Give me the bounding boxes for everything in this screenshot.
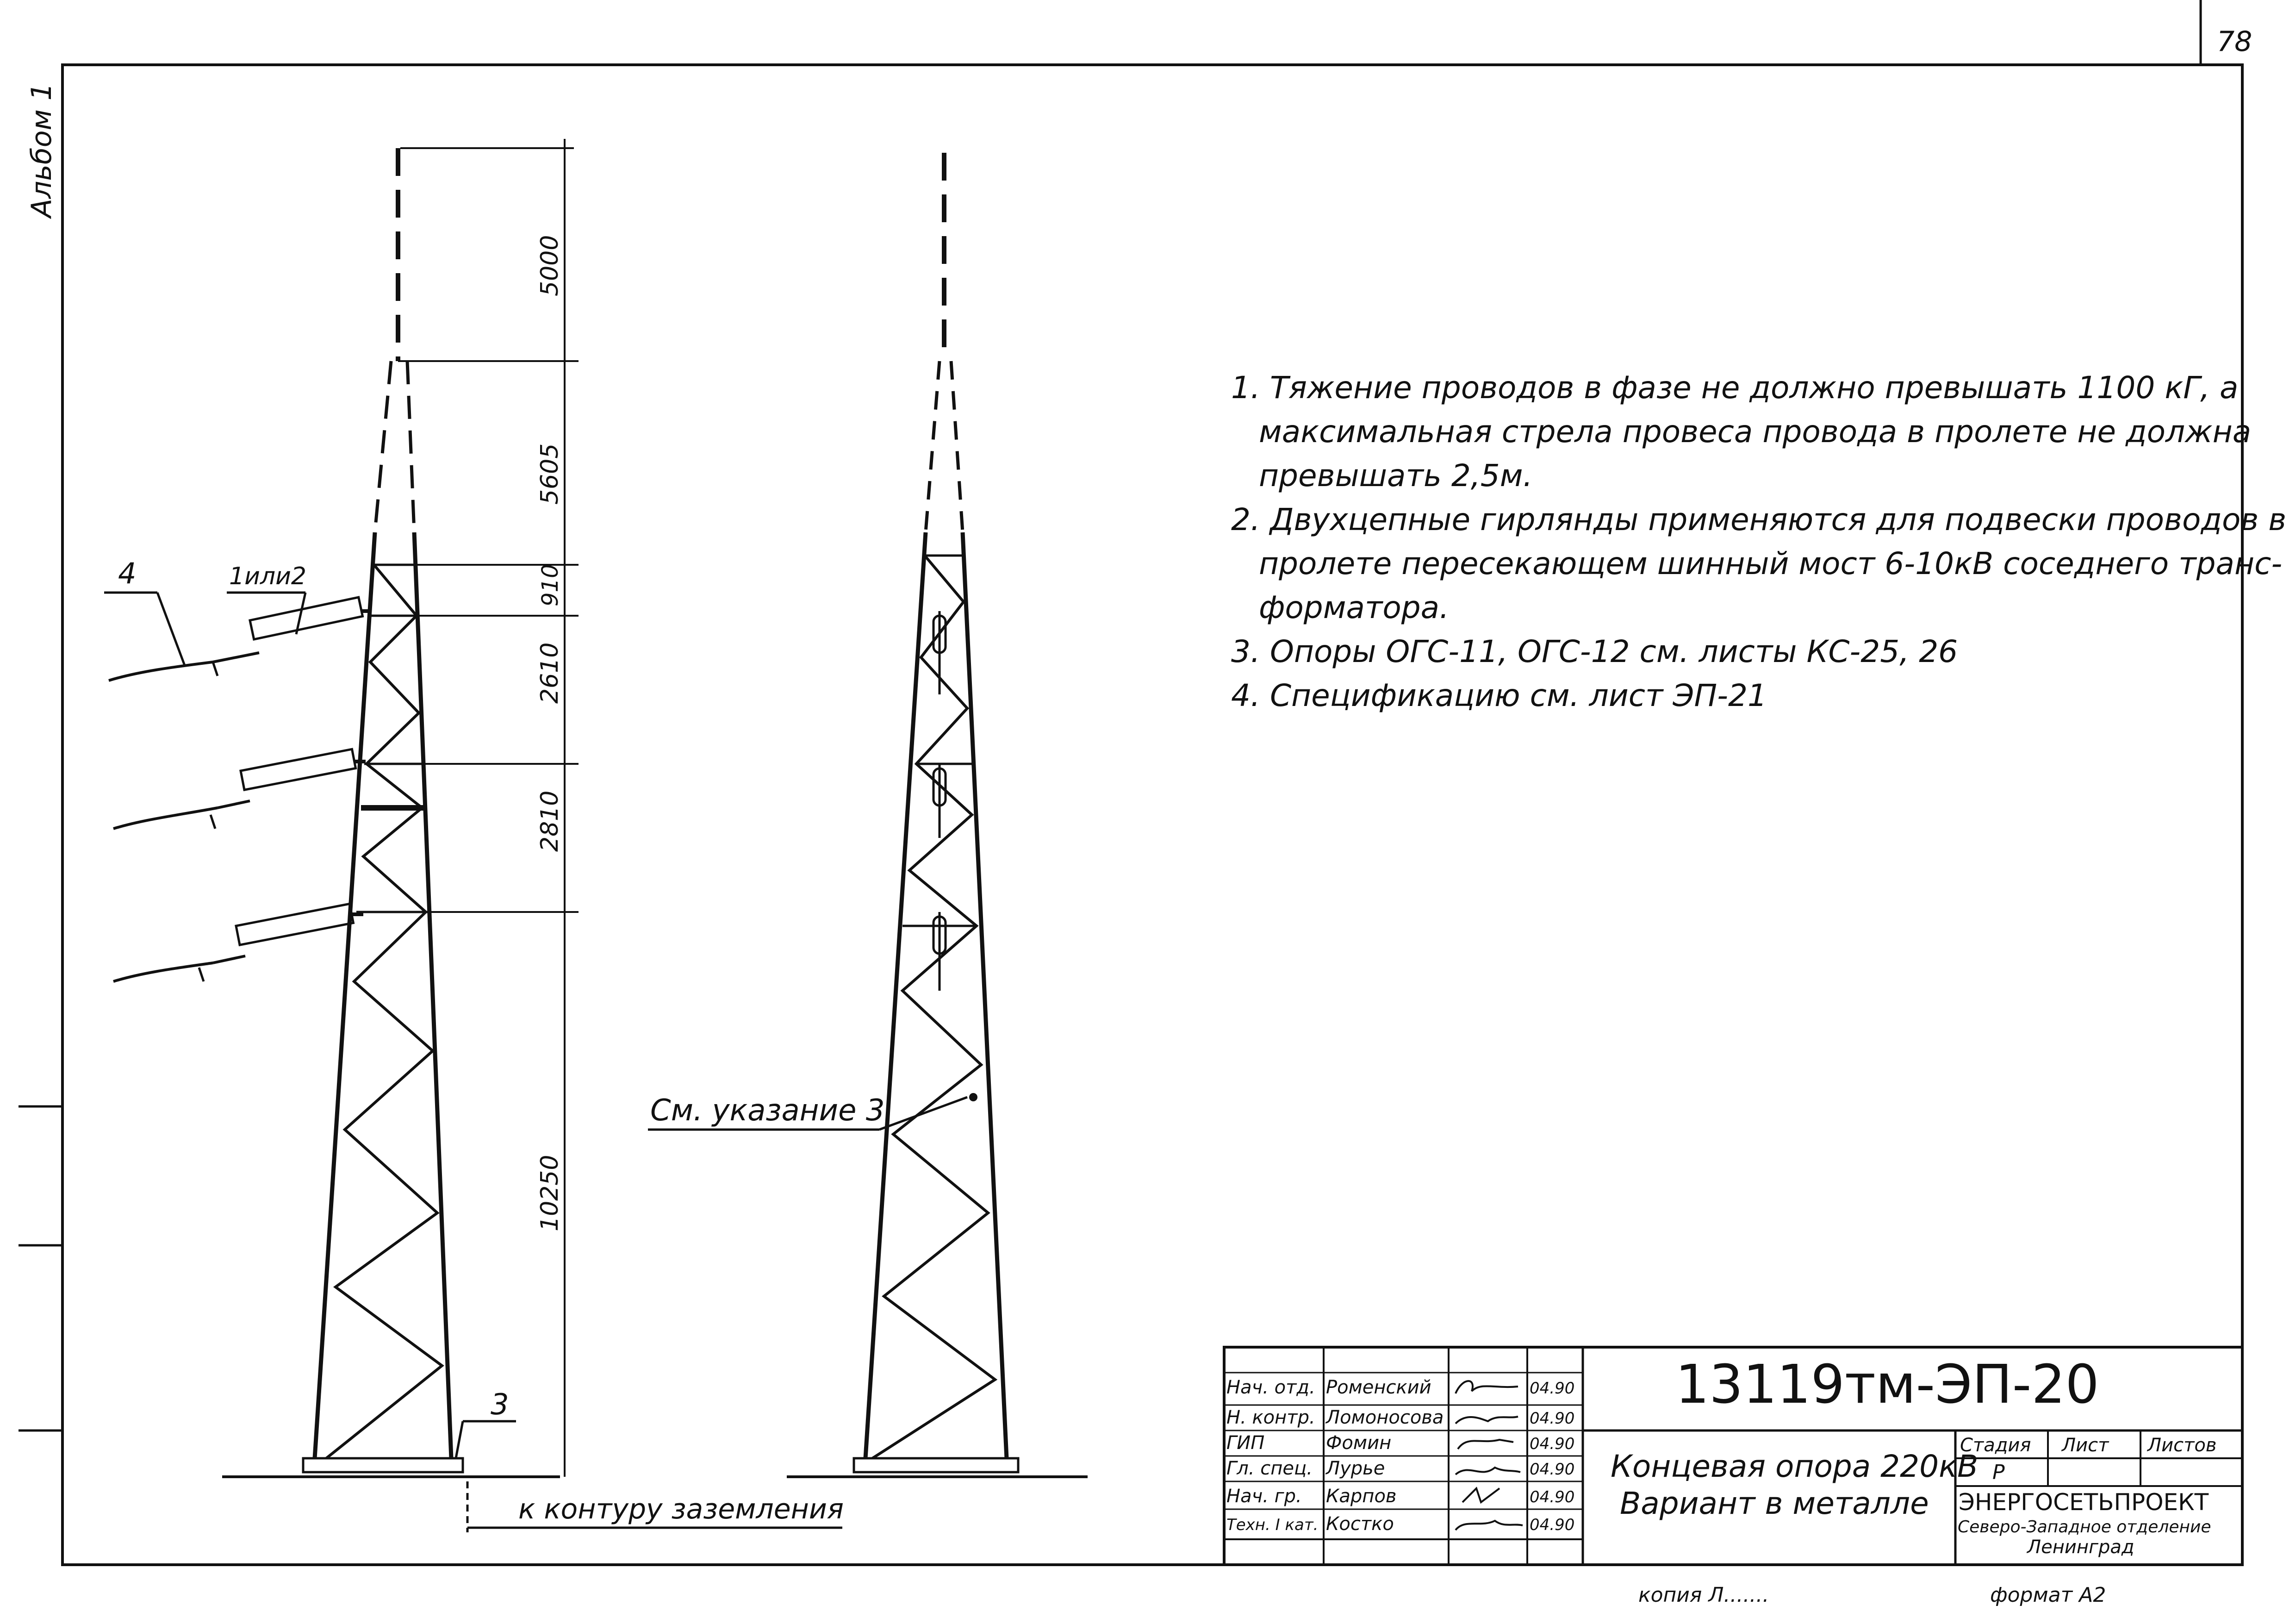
- organization-city: Ленинград: [2027, 1537, 2134, 1558]
- general-notes: [1231, 370, 2286, 713]
- footer-format: формат А2: [1990, 1583, 2106, 1607]
- drawing-title-2: Вариант в металле: [1620, 1486, 1929, 1521]
- note-line: 1. Тяжение проводов в фазе не должно превышать 1100 кГ, а: [1231, 370, 2239, 406]
- sig-date: 04.90: [1530, 1460, 1575, 1479]
- sig-name: Роменский: [1326, 1377, 1431, 1398]
- footer-copied: копия Л.......: [1638, 1583, 1769, 1607]
- dim-2610: 2610: [536, 642, 564, 704]
- note-line: превышать 2,5м.: [1259, 458, 1533, 493]
- tower-left: [222, 148, 560, 1477]
- sig-name: Лурье: [1326, 1458, 1385, 1479]
- album-label: Альбом 1: [25, 83, 58, 218]
- callout-3: [456, 1387, 516, 1458]
- note-line: пролете пересекающем шинный мост 6-10кВ соседнего транс-: [1259, 546, 2283, 581]
- sig-name: Костко: [1326, 1513, 1394, 1535]
- dim-10250: 10250: [536, 1155, 564, 1231]
- sig-name: Ломоносова: [1326, 1407, 1444, 1428]
- sig-role: Нач. гр.: [1226, 1486, 1302, 1507]
- sig-date: 04.90: [1530, 1379, 1575, 1398]
- sig-name: Карпов: [1326, 1486, 1397, 1507]
- note-line: 4. Спецификацию см. лист ЭП-21: [1231, 678, 1767, 713]
- sig-date: 04.90: [1530, 1488, 1575, 1506]
- sheet-frame: [19, 0, 2242, 1565]
- sig-role: Техн. I кат.: [1226, 1516, 1319, 1534]
- callout-see-note-3: [648, 1093, 967, 1130]
- callout-4-label: 4: [118, 556, 137, 590]
- document-code: 13119тм-ЭП-20: [1675, 1354, 2099, 1416]
- sig-date: 04.90: [1530, 1435, 1575, 1453]
- sheets-header: Листов: [2147, 1435, 2217, 1456]
- note-line: форматора.: [1259, 590, 1450, 625]
- title-block: [1224, 1347, 2242, 1565]
- note-line: максимальная стрела провеса провода в пролете не должна: [1259, 414, 2252, 450]
- stage-header: Стадия: [1960, 1435, 2031, 1456]
- page-number: 78: [2217, 25, 2252, 58]
- tower-right: [787, 153, 1088, 1477]
- sig-role: Нач. отд.: [1226, 1377, 1315, 1398]
- note-line: 2. Двухцепные гирлянды применяются для подвески проводов в: [1231, 502, 2287, 537]
- stage-value: Р: [1992, 1461, 2005, 1484]
- dim-2810: 2810: [536, 790, 564, 852]
- see-note-3-label: См. указание 3: [650, 1093, 885, 1128]
- callout-1or2-label: 1или2: [229, 562, 306, 590]
- sig-name: Фомин: [1326, 1432, 1392, 1454]
- insulator-string: [109, 597, 370, 681]
- organization-branch: Северо-Западное отделение: [1958, 1518, 2211, 1537]
- note-line: 3. Опоры ОГС-11, ОГС-12 см. листы КС-25, 26: [1231, 634, 1958, 669]
- sig-role: Н. контр.: [1226, 1407, 1315, 1428]
- dim-5605: 5605: [536, 443, 564, 505]
- callout-grounding: [467, 1481, 844, 1532]
- callout-1or2: [227, 562, 306, 634]
- insulator-string: [113, 749, 366, 829]
- callout-3-label: 3: [491, 1387, 509, 1421]
- sig-role: ГИП: [1226, 1432, 1265, 1454]
- sig-date: 04.90: [1530, 1409, 1575, 1428]
- sheet-header: Лист: [2062, 1435, 2109, 1456]
- grounding-label: к контуру заземления: [518, 1493, 844, 1525]
- insulator-strings-left: [109, 597, 370, 981]
- dim-5000: 5000: [536, 235, 564, 296]
- drawing-title-1: Концевая опора 220кВ: [1611, 1449, 1979, 1484]
- insulator-string: [113, 904, 363, 981]
- callout-4: [104, 556, 185, 667]
- organization-name: ЭНЕРГОСЕТЬПРОЕКТ: [1959, 1489, 2209, 1516]
- sig-role: Гл. спец.: [1226, 1458, 1313, 1479]
- dim-910: 910: [537, 564, 563, 606]
- sig-date: 04.90: [1530, 1516, 1575, 1534]
